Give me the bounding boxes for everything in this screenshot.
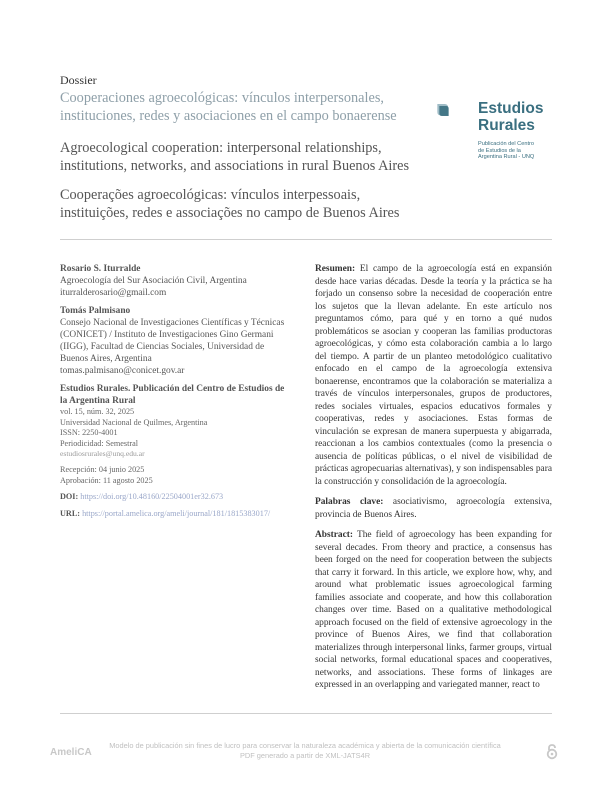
keywords-text: asociativismo, agroecología extensiva, provincia de Buenos Aires. [315, 497, 553, 520]
url-link[interactable]: https://portal.amelica.org/ameli/journal/181/1815383017/ [82, 508, 271, 518]
url-label: URL: [60, 508, 81, 518]
footer-text [100, 741, 510, 761]
abstract-english [315, 529, 552, 692]
doi-line [60, 492, 292, 503]
journal-name: Estudios Rurales. Publicación del Centro de Estudios de la Argentina Rural [60, 384, 285, 406]
divider-bottom [60, 713, 552, 714]
estudios-rurales-logo-icon [436, 95, 476, 135]
section-label: Dossier [60, 73, 97, 87]
logo-word-rurales: Rurales [478, 117, 535, 134]
metadata-column [60, 263, 292, 519]
journal-periodicity: Periodicidad: Semestral [60, 438, 138, 448]
date-approved: Aprobación: 11 agosto 2025 [60, 475, 153, 485]
abstract-english-label: Abstract: [315, 530, 354, 540]
footer-line-2: PDF generado a partir de XML-JATS4R [239, 751, 371, 760]
footer-line-1: Modelo de publicación sin fines de lucro para conservar la naturaleza académica y abierta de la comunicación científica [109, 741, 501, 750]
journal-issn: ISSN: 2250-4001 [60, 428, 118, 437]
journal-publisher: Universidad Nacional de Quilmes, Argentina [60, 417, 208, 427]
journal-email[interactable]: estudiosrurales@unq.edu.ar [60, 449, 145, 458]
abstract-column [315, 263, 552, 700]
author-email[interactable]: tomas.palmisano@conicet.gov.ar [60, 366, 185, 376]
doi-link[interactable]: https://doi.org/10.48160/22504001er32.673 [80, 492, 224, 501]
author-name: Rosario S. Iturralde [60, 264, 141, 274]
author-name: Tomás Palmisano [60, 306, 131, 316]
date-received: Recepción: 04 junio 2025 [60, 465, 145, 474]
title-spanish: Cooperaciones agroecológicas: vínculos interpersonales, instituciones, redes y asociaciones en el campo bonaerense [60, 90, 397, 124]
author-affiliation: Consejo Nacional de Investigaciones Científicas y Técnicas (CONICET) / Instituto de Investigaciones Gino Germani (IIGG), Facultad de Ciencias Sociales, Universidad de Buenos Aires, Argentina [60, 318, 285, 364]
keywords-label: Palabras clave: [315, 497, 384, 507]
keywords-spanish [315, 496, 552, 521]
author-email[interactable]: iturralderosario@gmail.com [60, 288, 167, 298]
open-access-icon [545, 744, 559, 760]
journal-volume: vol. 15, núm. 32, 2025 [60, 407, 135, 416]
abstract-spanish-label: Resumen: [315, 264, 356, 274]
logo-subtitle: Publicación del Centro de Estudios de la Argentina Rural - UNQ [478, 141, 535, 161]
amelica-logo: AmeliCA [50, 747, 92, 758]
url-line [60, 509, 292, 520]
abstract-english-text: The field of agroecology has been expanding for several decades. From theory and practice, a consensus has been forged on the need for cooperation between the subjects that carry it forward. In this article, we explore how, why, and around what problematic issues agroecological farming families associate and cooperate, and how this collaboration changes over time. Based on a qualitative methodological approach focused on the field of extensive agroecology in the province of Buenos Aires, we find that collaboration materializes through interpersonal links, farmer groups, virtual social networks, formal educational spaces and cooperatives, networks, and associations. These forms of linkages are expressed in an overlapping and variegated manner, react to [315, 530, 552, 690]
abstract-spanish [315, 263, 552, 488]
logo-word-estudios: Estudios [478, 100, 544, 117]
abstract-spanish-text: El campo de la agroecología está en expansión desde hace varias décadas. Desde la teoría y la práctica se ha forjado un consenso sobre la necesidad de cooperación entre los sujetos que la llevan adelante. En este artículo nos preguntamos cómo, para qué y en torno a qué nudos problemáticos se asocian y cooperan las familias productoras agroecológicas, y cómo esta colaboración cambia a lo largo del tiempo. A partir de un planteo metodológico cualitativo enfocado en el campo de la agroecología extensiva bonaerense, encontramos que la colaboración se materializa a través de vínculos interpersonales, grupos de productores, redes sociales virtuales, espacios educativos formales y cooperativas, redes y asociaciones. Estas formas de vinculación se expresan de manera superpuesta y abigarrada, reaccionan a los cambios contextuales (como la presencia o ausencia de políticas públicas, o el nivel de visibilidad de prácticas agropecuarias alternativas), y son indispensables para la construcción y consolidación de la agroecología. [315, 264, 552, 487]
author-affiliation: Agroecología del Sur Asociación Civil, Argentina [60, 276, 247, 286]
divider-top [60, 239, 552, 240]
title-english: Agroecological cooperation: interpersonal relationships, institutions, networks, and associations in rural Buenos Aires [60, 140, 410, 174]
title-portuguese: Cooperações agroecológicas: vínculos interpessoais, instituições, redes e associações no campo de Buenos Aires [60, 187, 400, 221]
doi-label: DOI: [60, 492, 79, 501]
